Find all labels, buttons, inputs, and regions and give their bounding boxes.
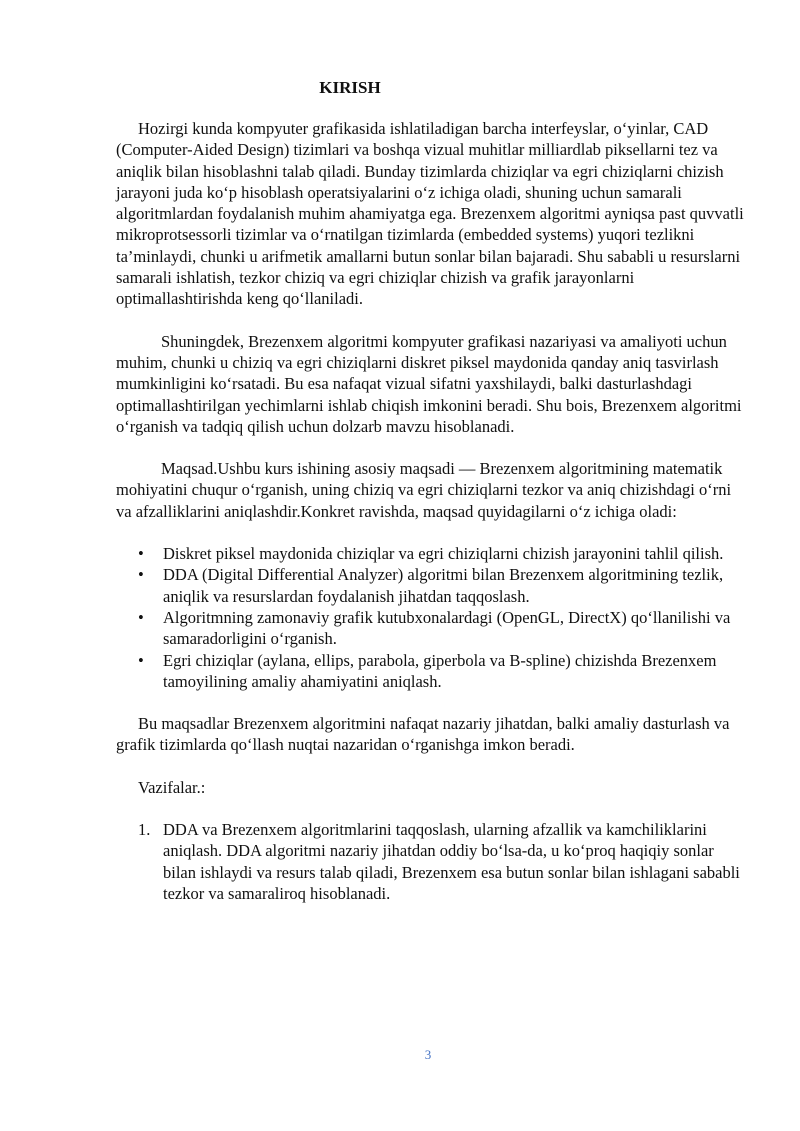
list-item [116,543,744,564]
closing-paragraph: Bu maqsadlar Brezenxem algoritmini nafaqat nazariy jihatdan, balki amaliy dasturlash va grafik tizimlarda qo‘llash nuqtai nazaridan o‘rganishga imkon beradi. [116,714,730,755]
bullet-icon: • [138,607,144,627]
bullet-icon: • [138,544,144,564]
tasks-heading: Vazifalar.: [138,777,206,797]
relevance-paragraph: Shuningdek, Brezenxem algoritmi kompyuter grafikasi nazariyasi va amaliyoti uchun muhim, chunki u chiziq va egri chiziqlarni diskret piksel maydonida qanday aniq tasvirlash mumkinligini ko‘rsatadi. Bu esa nafaqat vizual sifatni yaxshilaydi, balki dasturlashdagi optimallashtirilgan yechimlarni ishlab chiqish imkonini beradi. Shu bois, Brezenxem algoritmi o‘rganish va tadqiq qilish uchun dolzarb mavzu hisoblanadi. [116,331,742,436]
goal-paragraph: Maqsad.Ushbu kurs ishining asosiy maqsadi — Brezenxem algoritmining matematik mohiyatini chuqur o‘rganish, uning chiziq va egri chiziqlarni tezkor va aniq chizishdagi o‘rni va afzalliklarini aniqlashdir.Konkret ravishda, maqsad quyidagilarni o‘z ichiga oladi: [116,459,732,521]
document-body [116,118,744,904]
list-item [116,819,744,904]
page-number: 3 [424,1047,432,1062]
list-item-text: DDA (Digital Differential Analyzer) algoritmi bilan Brezenxem algoritmining tezlik, aniqlik va resurslardan foydalanish jihatdan taqqoslash. [163,565,724,606]
tasks-list [116,819,744,904]
list-item-text: Egri chiziqlar (aylana, ellips, parabola, giperbola va B-spline) chizishda Brezenxem tamoyilining amaliy ahamiyatini aniqlash. [163,650,717,691]
bullet-icon: • [138,565,144,585]
list-item [116,564,744,607]
list-item [116,650,744,693]
task-number: 1. [138,820,151,840]
page-title: KIRISH [319,78,381,97]
bullet-icon: • [138,650,144,670]
list-item-text: Diskret piksel maydonida chiziqlar va egri chiziqlarni chizish jarayonini tahlil qilish. [163,544,724,564]
list-item [116,607,744,650]
goal-list [116,543,744,692]
intro-paragraph: Hozirgi kunda kompyuter grafikasida ishlatiladigan barcha interfeyslar, o‘yinlar, CAD (Computer-Aided Design) tizimlari va boshqa vizual muhitlar milliardlab piksellarni tez va aniqlik bilan hisoblashni talab qiladi. Bunday tizimlarda chiziqlar va egri chiziqlarni chizish jarayoni juda ko‘p hisoblash operatsiyalarini o‘z ichiga oladi, shuning uchun samarali algoritmlardan foydalanish muhim ahamiyatga ega. Brezenxem algoritmi ayniqsa past quvvatli mikroprotsessorli tizimlar va o‘rnatilgan tizimlarda (embedded systems) yuqori tezlikni ta’minlaydi, chunki u arifmetik amallarni butun sonlar bilan bajaradi. Shu sababli u resurslarni samarali ishlatish, tezkor chiziq va egri chiziqlar chizish va grafik jarayonlarni optimallashtirishda keng qo‘llaniladi. [116,119,744,309]
task-text: DDA va Brezenxem algoritmlarini taqqoslash, ularning afzallik va kamchiliklarini aniqlash. DDA algoritmi nazariy jihatdan oddiy bo‘lsa-da, u ko‘proq haqiqiy sonlar bilan ishlaydi va resurs talab qiladi, Brezenxem esa butun sonlar bilan ishlagani sababli tezkor va samaraliroq hisoblanadi. [163,820,740,903]
list-item-text: Algoritmning zamonaviy grafik kutubxonalardagi (OpenGL, DirectX) qo‘llanilishi va samaradorligini o‘rganish. [163,607,731,649]
